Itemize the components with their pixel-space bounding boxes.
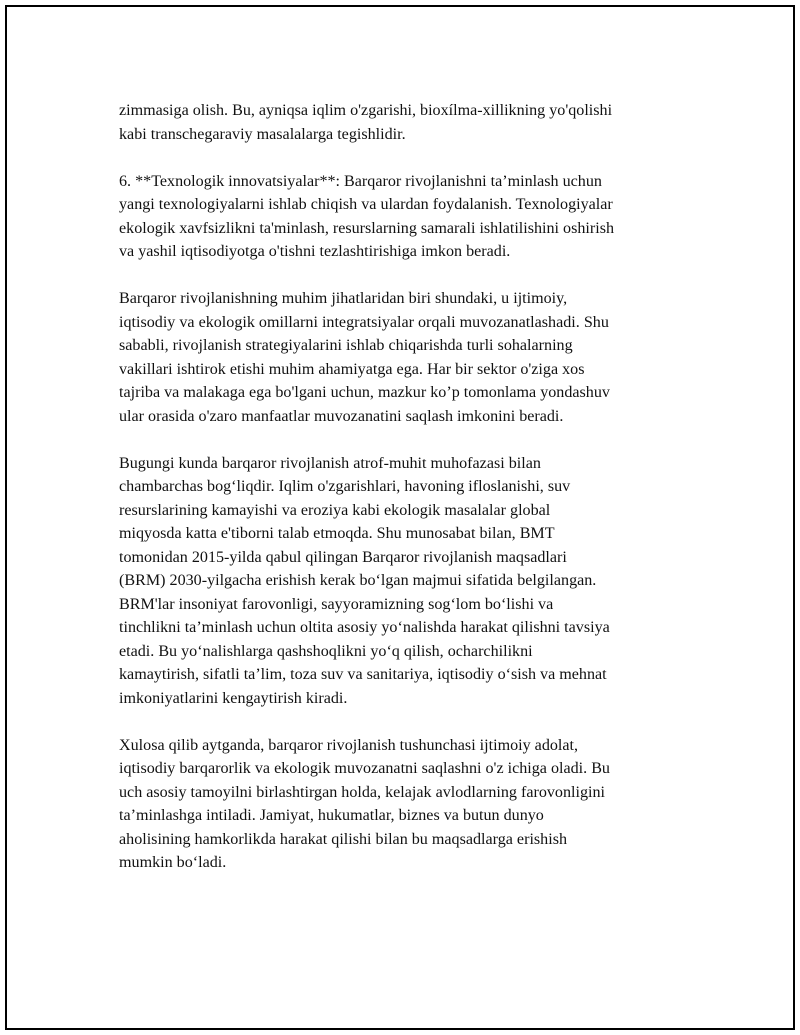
text-line: tajriba va malakaga ega bo'lgani uchun, mazkur ko’p tomonlama yondashuv xyxy=(119,384,610,401)
text-line: ta’minlashga intiladi. Jamiyat, hukumatlar, biznes va butun dunyo xyxy=(119,807,544,824)
text-line: miqyosda katta e'tiborni talab etmoqda. Shu munosabat bilan, BMT xyxy=(119,525,555,542)
paragraph xyxy=(119,287,699,428)
text-line: va yashil iqtisodiyotga o'tishni tezlashtirishiga imkon beradi. xyxy=(119,243,511,260)
text-line: mumkin bo‘ladi. xyxy=(119,854,227,871)
text-line: kabi transchegaraviy masalalarga tegishlidir. xyxy=(119,125,406,143)
text-line: iqtisodiy va ekologik omillarni integratsiyalar orqali muvozanatlashadi. Shu xyxy=(119,313,609,331)
document-body xyxy=(119,99,699,898)
text-line: zimmasiga olish. Bu, ayniqsa iqlim o'zgarishi, bioxílma-xillikning yo'qolishi xyxy=(119,102,613,119)
text-line: vakillari ishtirok etishi muhim ahamiyatga ega. Har bir sektor o'ziga xos xyxy=(119,360,585,378)
paragraph xyxy=(119,170,699,264)
text-line: uch asosiy tamoyilni birlashtirgan holda, kelajak avlodlarning farovonligini xyxy=(119,783,605,801)
text-line: yangi texnologiyalarni ishlab chiqish va ulardan foydalanish. Texnologiyalar xyxy=(119,196,613,213)
text-line: etadi. Bu yo‘nalishlarga qashshoqlikni yo‘q qilish, ocharchilikni xyxy=(119,642,533,660)
text-line: ular orasida o'zaro manfaatlar muvozanatini saqlash imkonini beradi. xyxy=(119,407,564,425)
text-line: Bugungi kunda barqaror rivojlanish atrof-muhit muhofazasi bilan xyxy=(119,454,541,472)
text-line: sababli, rivojlanish strategiyalarini ishlab chiqarishda turli sohalarning xyxy=(119,337,573,354)
text-line: 6. **Texnologik innovatsiyalar**: Barqaror rivojlanishni ta’minlash uchun xyxy=(119,172,602,190)
text-line: (BRM) 2030-yilgacha erishish kerak bo‘lgan majmui sifatida belgilangan. xyxy=(119,572,597,589)
text-line: chambarchas bog‘liqdir. Iqlim o'zgarishlari, havoning ifloslanishi, suv xyxy=(119,478,571,495)
text-line: imkoniyatlarini kengaytirish kiradi. xyxy=(119,689,348,707)
text-line: kamaytirish, sifatli ta’lim, toza suv va sanitariya, iqtisodiy o‘sish va mehnat xyxy=(119,666,607,683)
text-line: tinchlikni ta’minlash uchun oltita asosiy yo‘nalishda harakat qilishni tavsiya xyxy=(119,619,610,636)
text-line: iqtisodiy barqarorlik va ekologik muvozanatni saqlashni o'z ichiga oladi. Bu xyxy=(119,760,610,777)
paragraph xyxy=(119,734,699,875)
page-frame xyxy=(5,5,795,1030)
text-line: aholisining hamkorlikda harakat qilishi bilan bu maqsadlarga erishish xyxy=(119,830,568,848)
text-line: ekologik xavfsizlikni ta'minlash, resurslarning samarali ishlatilishini oshirish xyxy=(119,219,615,237)
text-line: resurslarining kamayishi va eroziya kabi ekologik masalalar global xyxy=(119,501,551,519)
paragraph xyxy=(119,452,699,711)
text-line: Xulosa qilib aytganda, barqaror rivojlanish tushunchasi ijtimoiy adolat, xyxy=(119,736,579,754)
text-line: tomonidan 2015-yilda qabul qilingan Barqaror rivojlanish maqsadlari xyxy=(119,548,567,566)
text-line: Barqaror rivojlanishning muhim jihatlaridan biri shundaki, u ijtimoiy, xyxy=(119,290,568,307)
text-line: BRM'lar insoniyat farovonligi, sayyoramizning sog‘lom bo‘lishi va xyxy=(119,595,554,613)
paragraph xyxy=(119,99,699,146)
